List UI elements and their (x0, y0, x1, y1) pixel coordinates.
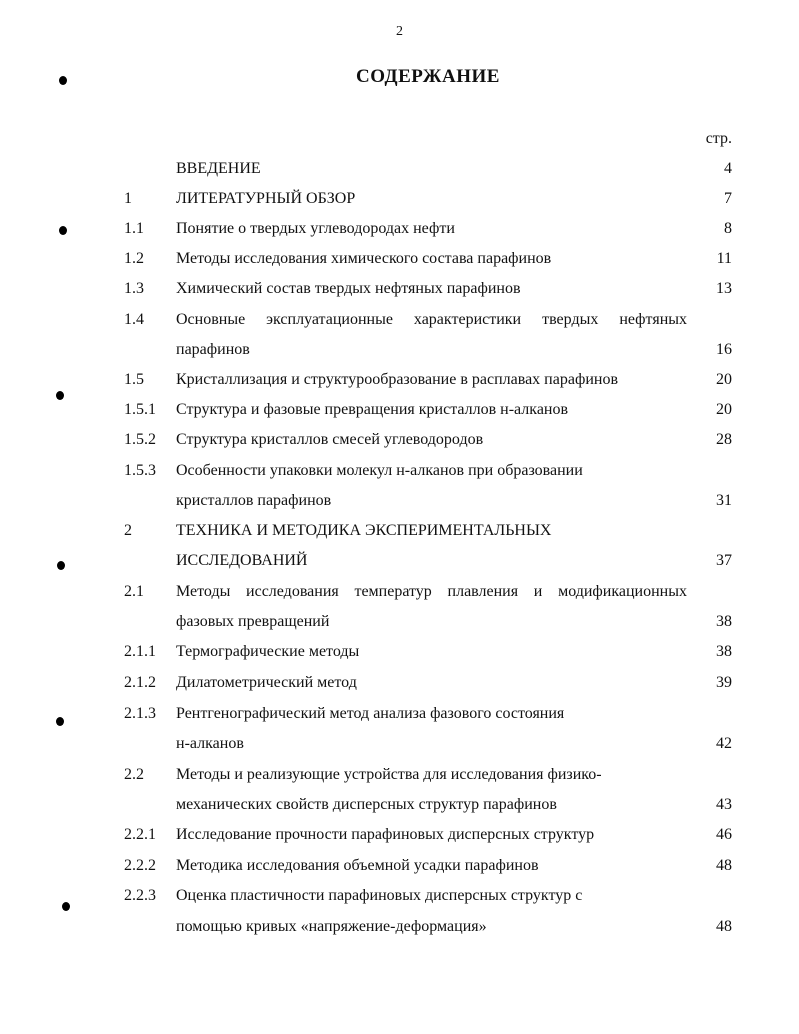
toc-entry (0, 607, 799, 637)
toc-page-number: 37 (716, 552, 732, 569)
toc-section-title: Структура и фазовые превращения кристаллов н-алканов (176, 401, 569, 418)
page-number: 2 (396, 24, 403, 39)
toc-section-title: Основные эксплуатационные характеристики твердых нефтяных (176, 311, 687, 328)
toc-section-title: Кристаллизация и структурообразование в расплавах парафинов (176, 371, 618, 388)
toc-section-number: 1.5.2 (124, 431, 156, 448)
toc-entry (0, 154, 799, 184)
toc-section-title: помощью кривых «напряжение-деформация» (176, 918, 487, 935)
toc-page-number: 31 (716, 492, 732, 509)
toc-section-number: 2.1 (124, 583, 144, 600)
toc-page-number: 16 (716, 341, 732, 358)
toc-section-title: фазовых превращений (176, 613, 330, 630)
page-title: СОДЕРЖАНИЕ (356, 66, 500, 87)
toc-section-number: 1.1 (124, 220, 144, 237)
toc-page-number: 13 (716, 280, 732, 297)
toc-section-title: Методы исследования химического состава парафинов (176, 250, 552, 267)
toc-entry (0, 305, 799, 335)
toc-page-number: 48 (716, 857, 732, 874)
toc-section-number: 2.1.3 (124, 705, 156, 722)
toc-entry (0, 820, 799, 850)
toc-entry (0, 395, 799, 425)
toc-entry (0, 274, 799, 304)
toc-section-title: Химический состав твердых нефтяных парафинов (176, 280, 521, 297)
toc-entry (0, 637, 799, 667)
toc-section-title: ЛИТЕРАТУРНЫЙ ОБЗОР (176, 190, 356, 207)
toc-section-number: 1.5.3 (124, 462, 156, 479)
toc-entry (0, 335, 799, 365)
toc-entry (0, 546, 799, 576)
toc-section-number: 1.4 (124, 311, 144, 328)
toc-page-number: 46 (716, 826, 732, 843)
toc-entry (0, 851, 799, 881)
toc-section-title: ВВЕДЕНИЕ (176, 160, 261, 177)
toc-section-title: Структура кристаллов смесей углеводородов (176, 431, 484, 448)
toc-page-number: 28 (716, 431, 732, 448)
pages-column-label: стр. (705, 130, 732, 147)
toc-entry (0, 699, 799, 729)
toc-section-title: ТЕХНИКА И МЕТОДИКА ЭКСПЕРИМЕНТАЛЬНЫХ (176, 522, 552, 539)
toc-section-title: Понятие о твердых углеводородах нефти (176, 220, 455, 237)
toc-page-number: 48 (716, 918, 732, 935)
toc-section-number: 2 (124, 522, 132, 539)
toc-section-title: Исследование прочности парафиновых дисперсных структур (176, 826, 595, 843)
toc-section-title: Рентгенографический метод анализа фазового состояния (176, 705, 565, 722)
toc-section-number: 2.1.1 (124, 643, 156, 660)
toc-section-number: 1.3 (124, 280, 144, 297)
toc-section-number: 2.2.1 (124, 826, 156, 843)
toc-section-number: 2.2 (124, 766, 144, 783)
toc-entry (0, 184, 799, 214)
toc-section-number: 1.5.1 (124, 401, 156, 418)
toc-page-number: 38 (716, 613, 732, 630)
toc-entry (0, 790, 799, 820)
toc-entry (0, 729, 799, 759)
toc-section-number: 1 (124, 190, 132, 207)
toc-page-number: 11 (716, 250, 732, 267)
toc-section-title: Методы и реализующие устройства для исследования физико- (176, 766, 602, 783)
toc-page-number: 20 (716, 401, 732, 418)
toc-entry (0, 912, 799, 942)
toc-section-title: парафинов (176, 341, 250, 358)
toc-section-number: 1.2 (124, 250, 144, 267)
toc-entry (0, 760, 799, 790)
toc-section-title: Дилатометрический метод (176, 674, 357, 691)
toc-section-title: кристаллов парафинов (176, 492, 332, 509)
toc-section-title: Особенности упаковки молекул н-алканов при образовании (176, 462, 583, 479)
toc-page-number: 20 (716, 371, 732, 388)
toc-section-title: Термографические методы (176, 643, 360, 660)
toc-section-title: н-алканов (176, 735, 244, 752)
toc-section-title: механических свойств дисперсных структур парафинов (176, 796, 557, 813)
toc-page-number: 42 (716, 735, 732, 752)
toc-page-number: 4 (724, 160, 732, 177)
toc-section-title: Оценка пластичности парафиновых дисперсных структур с (176, 887, 583, 904)
toc-entry (0, 668, 799, 698)
toc-entry (0, 881, 799, 911)
toc-entry (0, 244, 799, 274)
toc-section-title: Методы исследования температур плавления и модификационных (176, 583, 687, 600)
toc-page-number: 8 (724, 220, 732, 237)
toc-entry (0, 577, 799, 607)
toc-entry (0, 425, 799, 455)
toc-section-number: 2.2.2 (124, 857, 156, 874)
toc-section-title: Методика исследования объемной усадки парафинов (176, 857, 539, 874)
toc-entry (0, 456, 799, 486)
toc-section-number: 1.5 (124, 371, 144, 388)
toc-page-number: 7 (724, 190, 732, 207)
toc-entry (0, 486, 799, 516)
toc-entry (0, 516, 799, 546)
toc-section-number: 2.1.2 (124, 674, 156, 691)
toc-entry (0, 365, 799, 395)
binding-hole-mark (59, 76, 67, 85)
toc-section-title: ИССЛЕДОВАНИЙ (176, 552, 308, 569)
toc-section-number: 2.2.3 (124, 887, 156, 904)
toc-entry (0, 214, 799, 244)
toc-page-number: 38 (716, 643, 732, 660)
toc-page-number: 39 (716, 674, 732, 691)
toc-page-number: 43 (716, 796, 732, 813)
